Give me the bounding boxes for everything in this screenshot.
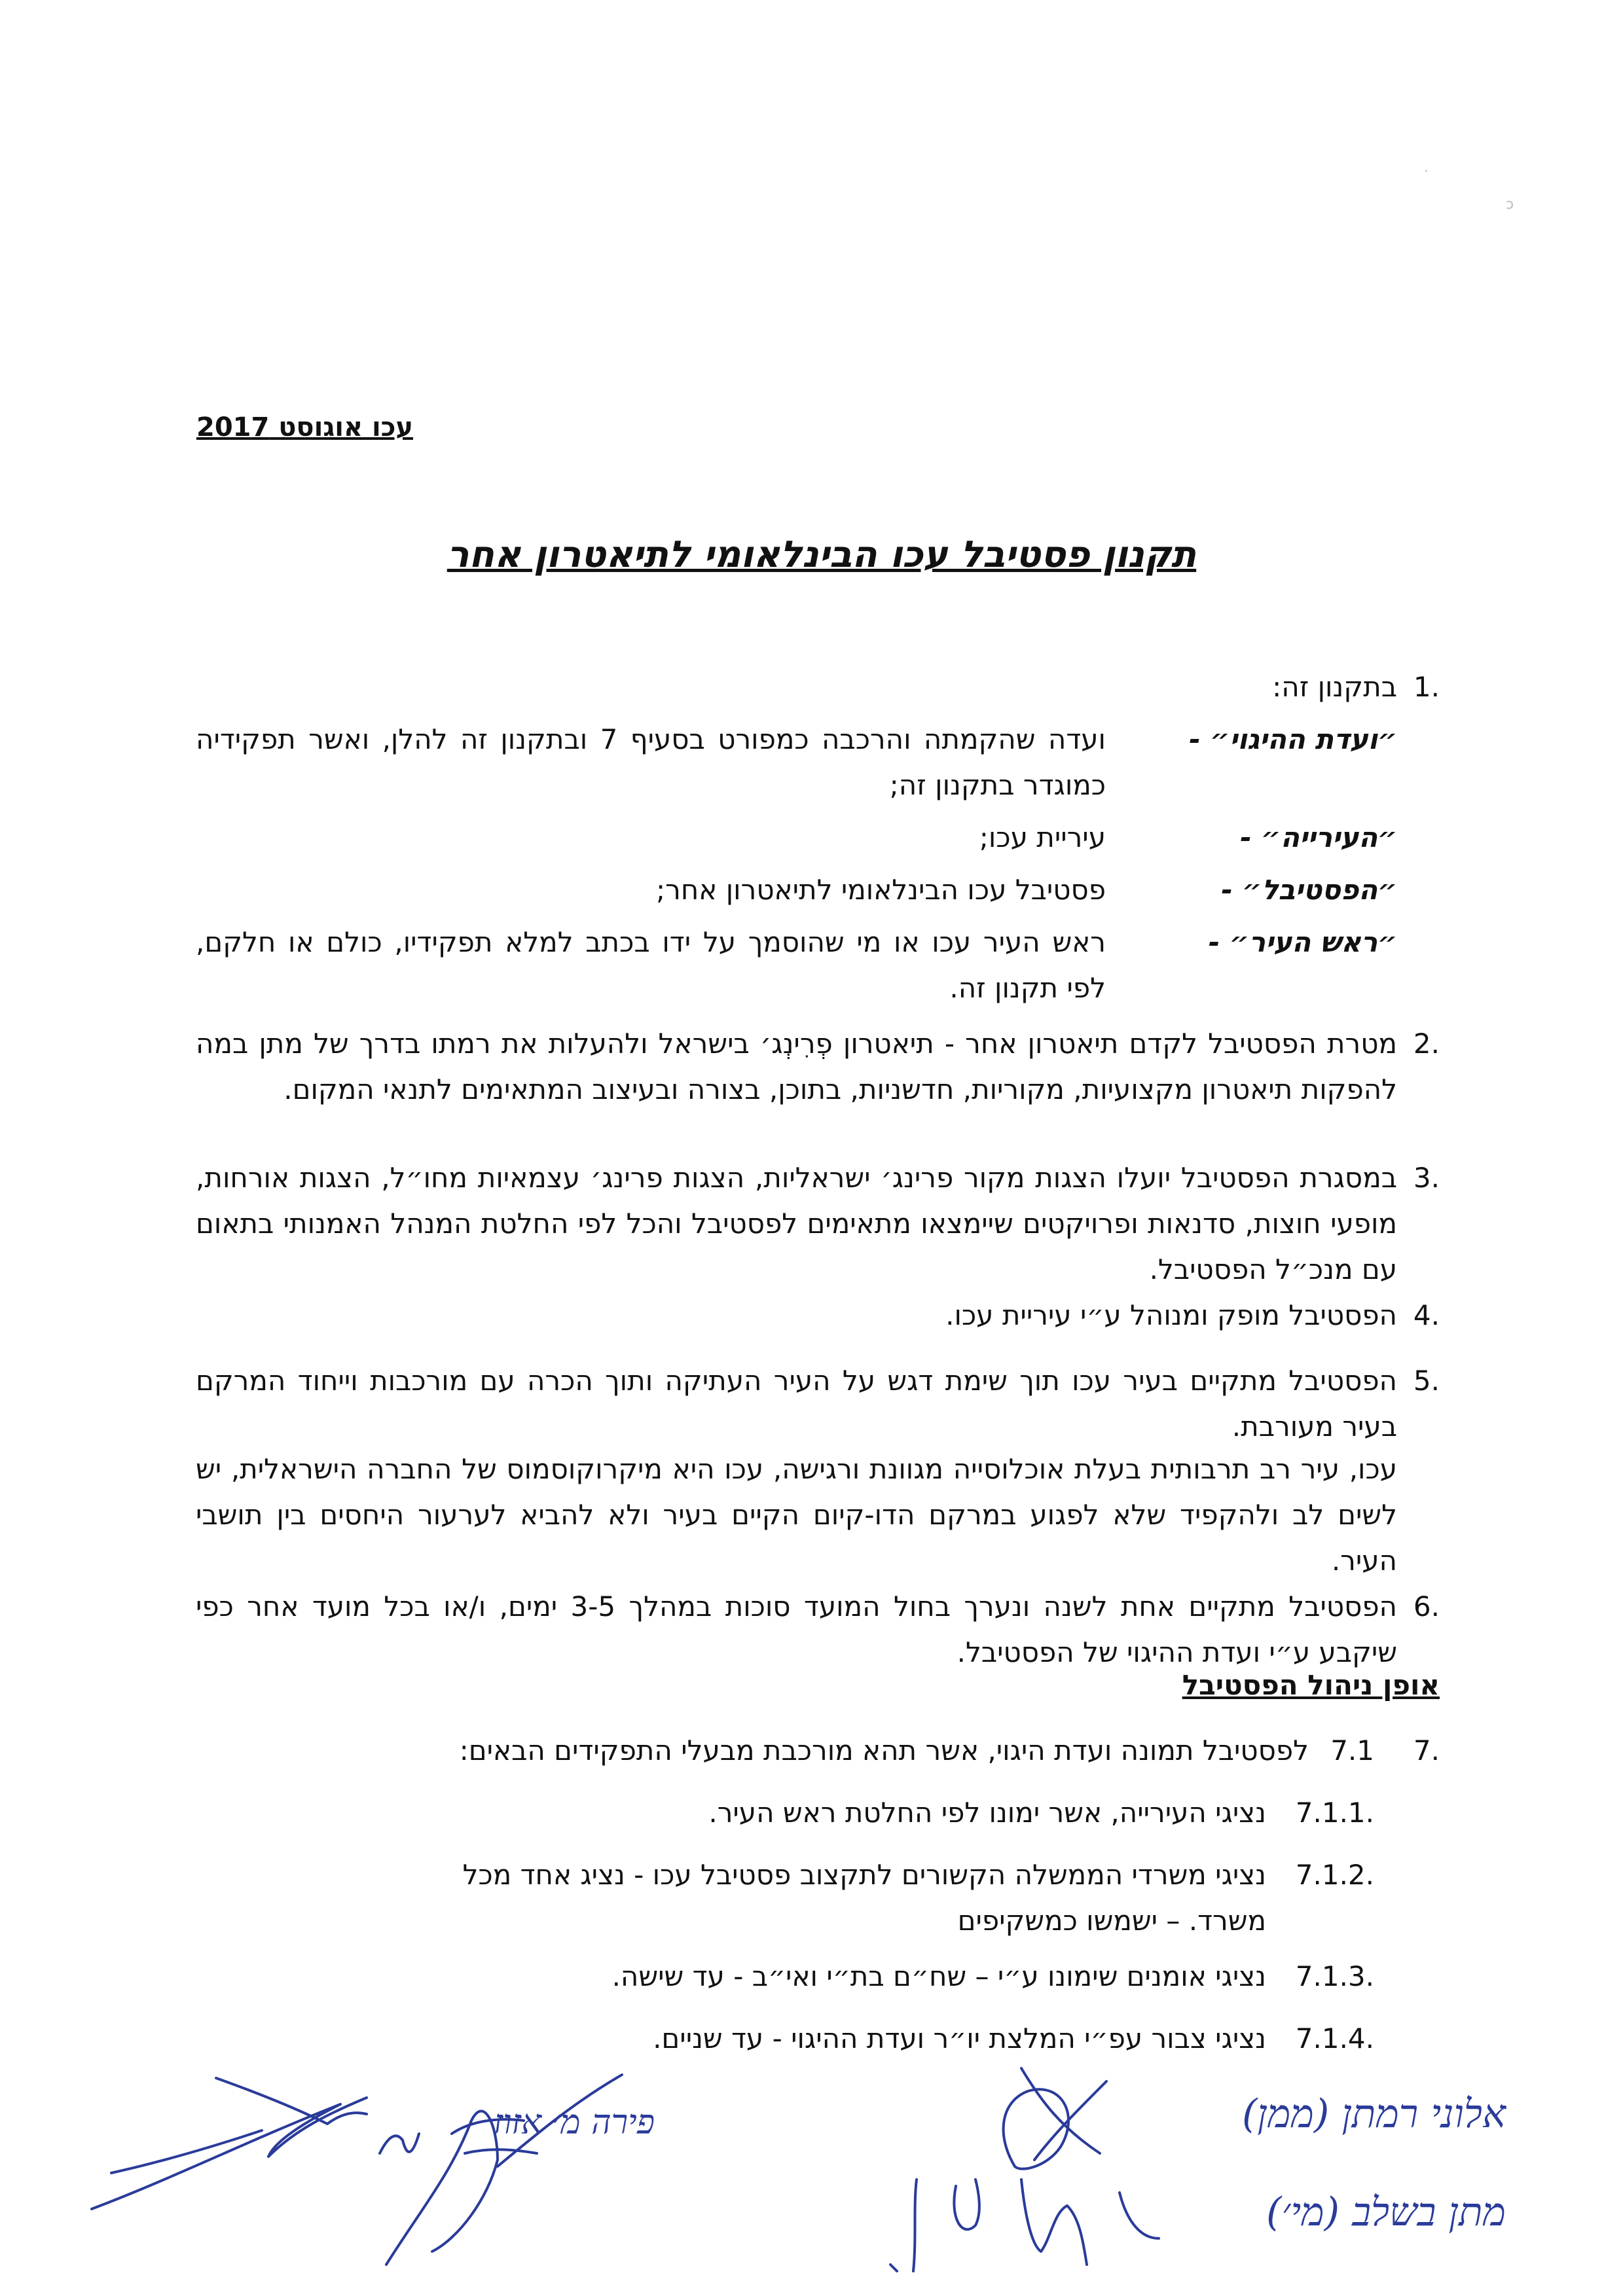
definition-text: ועדה שהקמתה והרכבה כמפורט בסעיף 7 ובתקנון זה להלן, ואשר תפקידיה כמוגדר בתקנון זה; bbox=[196, 723, 1106, 801]
scan-mark: · bbox=[1424, 164, 1429, 180]
item-number: 7.1.1. bbox=[1295, 1797, 1374, 1829]
definition-term: ״העירייה״ - bbox=[1240, 821, 1397, 853]
signature-stroke bbox=[92, 2098, 367, 2209]
signature-stroke bbox=[216, 2078, 367, 2124]
handwritten-note: מתן בשלב (מי׳) bbox=[1266, 2189, 1506, 2235]
signature-stroke bbox=[386, 2111, 498, 2265]
clause-number: 5. bbox=[1413, 1365, 1440, 1397]
clause-text: הפסטיבל מתקיים בעיר עכו תוך שימת דגש על העיר העתיקה ותוך הכרה עם מורכבות וייחוד המרקם בעיר מעורבת. bbox=[196, 1365, 1397, 1443]
signature-stroke bbox=[111, 2130, 262, 2173]
subclause-number: 7.1 bbox=[1330, 1734, 1374, 1767]
clause-number: 4. bbox=[1413, 1299, 1440, 1331]
definition-term: ״הפסטיבל״ - bbox=[1221, 874, 1397, 906]
clause-number: 7. bbox=[1413, 1734, 1440, 1767]
signature-stroke bbox=[1021, 2179, 1087, 2265]
signature-stroke bbox=[890, 2179, 917, 2271]
item-text: נציגי אומנים שימונו ע״י – שח״ם בת״י ואי״ב - עד שישה. bbox=[611, 1960, 1266, 1992]
clause-text: במסגרת הפסטיבל יועלו הצגות מקור פרינג׳ ישראליות, הצגות פרינג׳ עצמאיות מחו״ל, הצגות אורחות, מופעי חוצות, סדנאות ופרויקטים שיימצאו מתאימים לפסטיבל והכל לפי החלטת המנהל האמנותי בתאום עם מנכ״ל הפסטיבל. bbox=[196, 1162, 1397, 1285]
clause-number: 1. bbox=[1413, 671, 1440, 703]
scan-mark: ↄ bbox=[1506, 196, 1514, 213]
definition-text: ראש העיר עכו או מי שהוסמך על ידו בכתב למלא תפקידיו, כולם או חלקם, לפי תקנון זה. bbox=[196, 926, 1106, 1004]
clause-text: הפסטיבל מתקיים אחת לשנה ונערך בחול המועד סוכות במהלך 3-5 ימים, ו/או בכל מועד אחר כפי שיקבע ע״י ועדת ההיגוי של הפסטיבל. bbox=[196, 1590, 1397, 1668]
document-date: עכו אוגוסט 2017 bbox=[196, 412, 414, 442]
item-text: נציגי צבור עפ״י המלצת יו״ר ועדת ההיגוי - עד שניים. bbox=[653, 2022, 1266, 2054]
definition-term: ״ראש העיר״ - bbox=[1208, 926, 1397, 958]
section-heading: אופן ניהול הפסטיבל bbox=[1182, 1669, 1440, 1701]
signature-stroke bbox=[380, 2134, 419, 2153]
item-text: נציגי משרדי הממשלה הקשורים לתקצוב פסטיבל עכו - נציג אחד מכל משרד. – ישמשו כמשקיפים bbox=[462, 1859, 1266, 1937]
document-title: תקנון פסטיבל עכו הבינלאומי לתיאטרון אחר bbox=[447, 533, 1197, 576]
handwritten-note: אלוני רמתן (ממן) bbox=[1242, 2091, 1506, 2137]
signature-stroke bbox=[954, 2179, 979, 2229]
item-text: נציגי העירייה, אשר ימונו לפי החלטת ראש העיר. bbox=[708, 1797, 1266, 1829]
handwritten-note: פירה מ׳ אזוז bbox=[493, 2103, 655, 2142]
clause-extra-text: עכו, עיר רב תרבותית בעלת אוכלוסייה מגוונת ורגישה, עכו היא מיקרוקוסמוס של החברה הישראלית, יש לשים לב ולהקפיד שלא לפגוע במרקם הדו-קיום הקיים בעיר ולא להביא לערעור היחסים בין תושבי העיר. bbox=[196, 1453, 1397, 1577]
clause-text: מטרת הפסטיבל לקדם תיאטרון אחר - תיאטרון פְרִינְג׳ בישראל ולהעלות את רמתו בדרך של מתן במה להפקות תיאטרון מקצועיות, מקוריות, חדשניות, בתוכן, בצורה ובעיצוב המתאימים לתנאי המקום. bbox=[196, 1028, 1397, 1105]
definition-term: ״ועדת ההיגוי״ - bbox=[1189, 723, 1397, 755]
item-number: 7.1.4. bbox=[1295, 2022, 1374, 2054]
item-number: 7.1.2. bbox=[1295, 1859, 1374, 1891]
subclause-text: לפסטיבל תמונה ועדת היגוי, אשר תהא מורכבת מבעלי התפקידים הבאים: bbox=[459, 1734, 1309, 1767]
item-number: 7.1.3. bbox=[1295, 1960, 1374, 1992]
signature-stroke bbox=[1120, 2193, 1159, 2238]
signature-stroke bbox=[1021, 2068, 1106, 2160]
clause-number: 3. bbox=[1413, 1162, 1440, 1194]
section-intro: בתקנון זה: bbox=[1272, 671, 1397, 703]
clause-text: הפסטיבל מופק ומנוהל ע״י עיריית עכו. bbox=[945, 1299, 1397, 1331]
definition-text: פסטיבל עכו הבינלאומי לתיאטרון אחר; bbox=[656, 874, 1106, 906]
clause-number: 2. bbox=[1413, 1028, 1440, 1060]
clause-number: 6. bbox=[1413, 1590, 1440, 1623]
definition-text: עיריית עכו; bbox=[979, 821, 1106, 853]
